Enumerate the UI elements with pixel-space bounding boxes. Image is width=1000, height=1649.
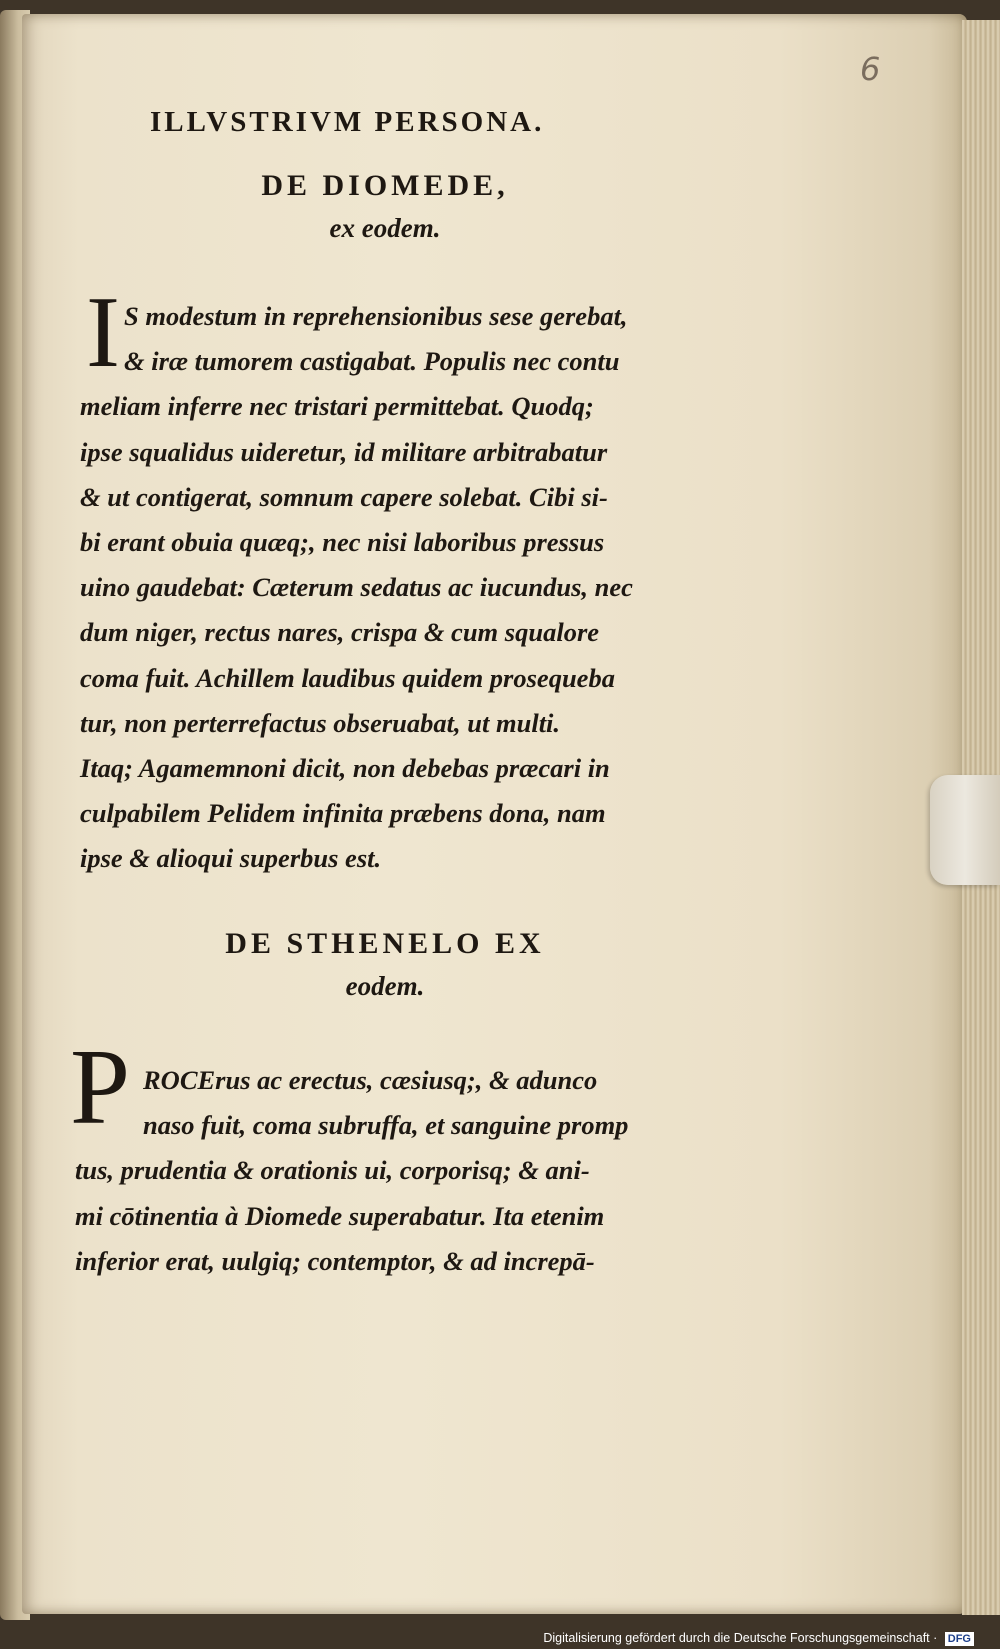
text-line: meliam inferre nec tristari permittebat. Quodq; <box>80 391 594 422</box>
text-line: dum niger, rectus nares, crispa & cum squalore <box>80 617 600 648</box>
text-line: S modestum in reprehensionibus sese gerebat, <box>124 301 628 331</box>
section-sthenelo-heading <box>75 922 695 1006</box>
text-line: bi erant obuia quæq;, nec nisi laboribus pressus <box>80 526 605 557</box>
credit-text: Digitalisierung gefördert durch die Deutsche Forschungsgemeinschaft <box>543 1631 930 1646</box>
text-line: culpabilem Pelidem infinita præbens dona, nam <box>80 798 606 829</box>
text-line: tus, prudentia & orationis ui, corporisq; & ani- <box>75 1155 590 1186</box>
text-line: Itaq; Agamemnoni dicit, non debebas præcari in <box>80 752 610 783</box>
running-head: ILLVSTRIVM PERSONA. <box>150 106 545 138</box>
section-title: DE STHENELO EX <box>225 927 545 960</box>
page-number: 6 <box>860 50 881 88</box>
text-line: coma fuit. Achillem laudibus quidem prosequeba <box>80 662 615 693</box>
bookmark-tab <box>930 775 1000 885</box>
text-line: ipse & alioqui superbus est. <box>80 843 382 874</box>
text-line: tur, non perterrefactus obseruabat, ut multi. <box>80 707 561 738</box>
dfg-logo: DFG <box>945 1632 974 1646</box>
section-title: DE DIOMEDE, <box>261 169 509 202</box>
digitization-credit: Digitalisierung gefördert durch die Deutsche Forschungsgemeinschaft · DFG <box>543 1631 974 1646</box>
section-sthenelo-text <box>75 1058 695 1284</box>
text-line: ROCErus ac erectus, cæsiusq;, & adunco <box>143 1065 598 1095</box>
section-diomede-text <box>80 294 700 881</box>
text-line: ipse squalidus uideretur, id militare arbitrabatur <box>80 436 608 467</box>
text-line: & ut contigerat, somnum capere solebat. Cibi si- <box>80 481 608 512</box>
text-line: mi cōtinentia à Diomede superabatur. Ita etenim <box>75 1200 605 1231</box>
section-subtitle: eodem. <box>345 971 425 1001</box>
text-line: uino gaudebat: Cæterum sedatus ac iucundus, nec <box>80 572 633 603</box>
drop-capital: P <box>70 1028 131 1147</box>
section-subtitle: ex eodem. <box>329 213 441 243</box>
text-line: naso fuit, coma subruffa, et sanguine promp <box>143 1110 629 1141</box>
section-diomede-heading <box>75 164 695 248</box>
text-line: inferior erat, uulgiq; contemptor, & ad increpā- <box>75 1245 595 1276</box>
text-line: & iræ tumorem castigabat. Populis nec contu <box>124 346 620 377</box>
drop-capital: I <box>86 276 120 389</box>
